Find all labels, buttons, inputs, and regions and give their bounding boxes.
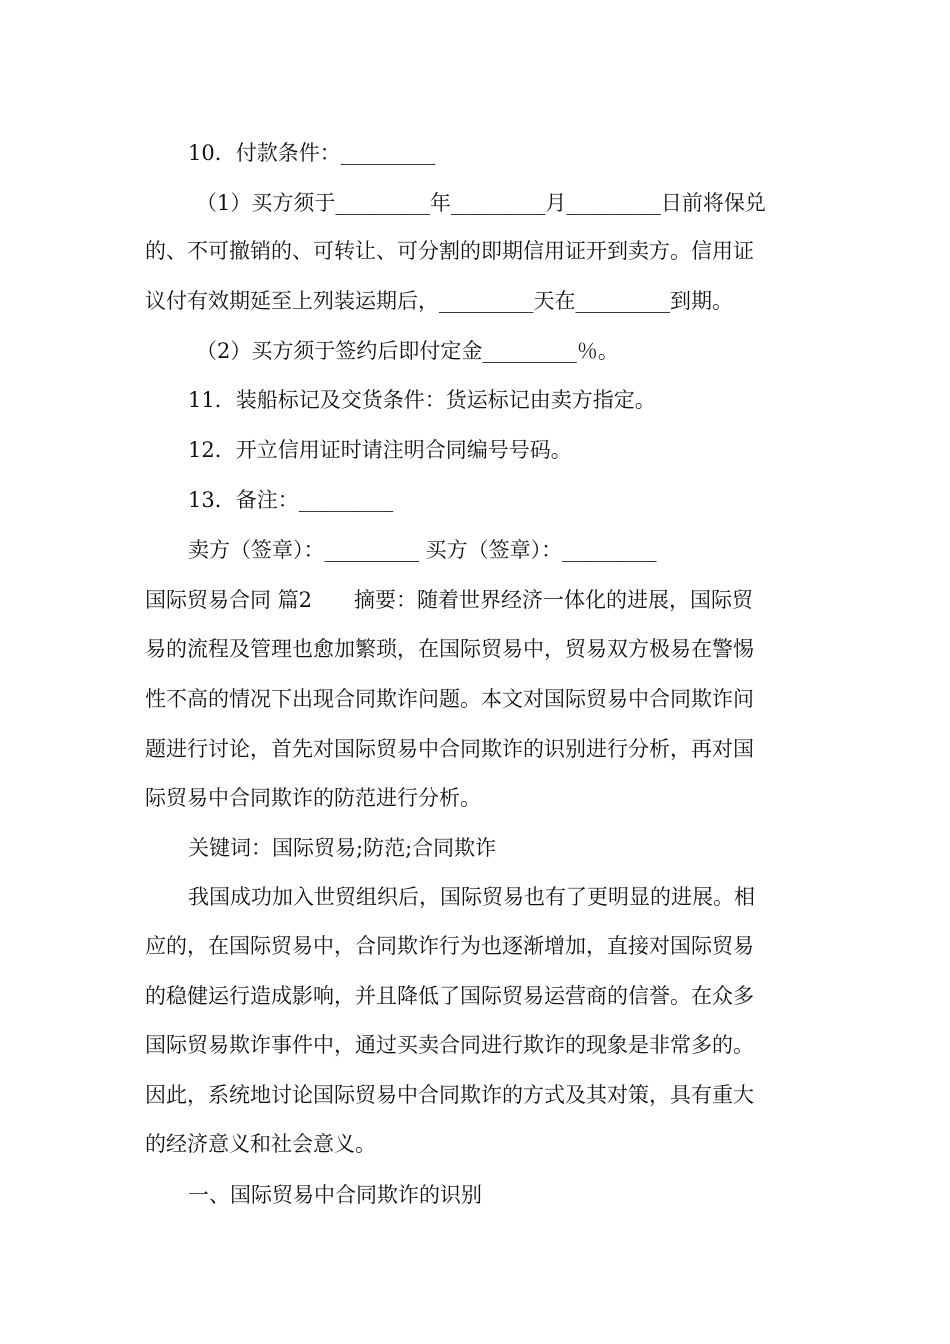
clause-13-remarks: 13．备注：_________ bbox=[188, 488, 394, 512]
abstract-line-4: 题进行讨论，首先对国际贸易中合同欺诈的识别进行分析，再对国 bbox=[145, 737, 754, 761]
intro-paragraph-line-3: 的稳健运行造成影响，并且降低了国际贸易运营商的信誉。在众多 bbox=[145, 984, 754, 1008]
abstract-line-5: 际贸易中合同欺诈的防范进行分析。 bbox=[145, 786, 481, 810]
clause-10-item-2: （2）买方须于签约后即付定金_________％。 bbox=[196, 339, 619, 363]
clause-11-shipping-marks: 11．装船标记及交货条件：货运标记由卖方指定。 bbox=[188, 388, 656, 412]
intro-paragraph-line-6: 的经济意义和社会意义。 bbox=[145, 1132, 376, 1156]
keywords: 关键词：国际贸易;防范;合同欺诈 bbox=[188, 836, 497, 860]
abstract-line-3: 性不高的情况下出现合同欺诈问题。本文对国际贸易中合同欺诈问 bbox=[145, 687, 754, 711]
clause-10-item-1-line-2: 的、不可撤销的、可转让、可分割的即期信用证开到卖方。信用证 bbox=[145, 239, 754, 263]
intro-paragraph-line-2: 应的，在国际贸易中，合同欺诈行为也逐渐增加，直接对国际贸易 bbox=[145, 934, 754, 958]
section-heading-1: 一、国际贸易中合同欺诈的识别 bbox=[188, 1183, 482, 1207]
section-2-abstract-line-1: 国际贸易合同 篇2 摘要：随着世界经济一体化的进展，国际贸 bbox=[145, 588, 754, 612]
signature-line: 卖方（签章）：_________ 买方（签章）：_________ bbox=[188, 538, 657, 562]
intro-paragraph-line-5: 因此，系统地讨论国际贸易中合同欺诈的方式及其对策，具有重大 bbox=[145, 1083, 754, 1107]
intro-paragraph-line-4: 国际贸易欺诈事件中，通过买卖合同进行欺诈的现象是非常多的。 bbox=[145, 1033, 754, 1057]
clause-10-payment-terms: 10．付款条件：_________ bbox=[188, 141, 436, 165]
abstract-line-2: 易的流程及管理也愈加繁琐，在国际贸易中，贸易双方极易在警惕 bbox=[145, 637, 754, 661]
clause-10-item-1-line-3: 议付有效期延至上列装运期后，_________天在_________到期。 bbox=[145, 289, 733, 313]
intro-paragraph-line-1: 我国成功加入世贸组织后，国际贸易也有了更明显的进展。相 bbox=[188, 885, 755, 909]
clause-10-item-1-line-1: （1）买方须于_________年_________月_________日前将保兑 bbox=[196, 191, 766, 215]
clause-12-letter-of-credit: 12．开立信用证时请注明合同编号号码。 bbox=[188, 438, 572, 462]
